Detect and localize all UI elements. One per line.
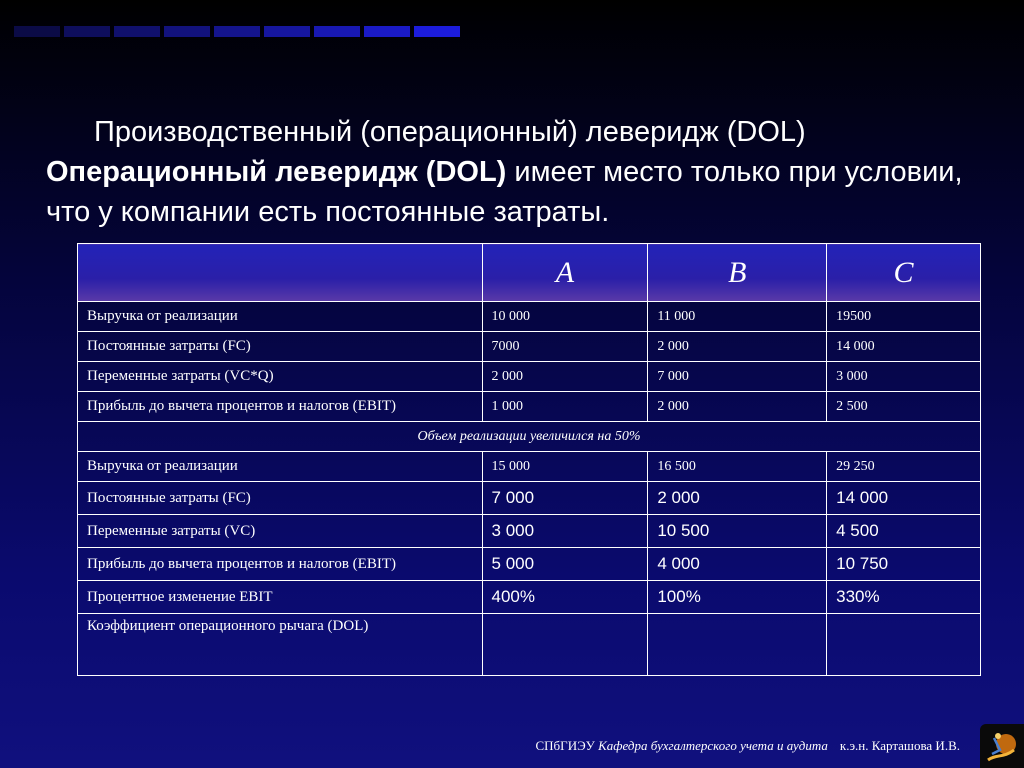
row-label: Коэффициент операционного рычага (DOL): [78, 614, 483, 676]
table-row: [78, 452, 981, 482]
cell-b: 7 000: [648, 362, 827, 392]
slide-title: Производственный (операционный) леверидж (DOL): [94, 116, 806, 148]
cell-c: 4 500: [827, 515, 981, 548]
row-label: Прибыль до вычета процентов и налогов (EBIT): [78, 392, 483, 422]
leverage-table: [77, 243, 981, 676]
cell-a: 7 000: [482, 482, 648, 515]
row-label: Выручка от реализации: [78, 302, 483, 332]
cell-a: 7000: [482, 332, 648, 362]
cell-b: 2 000: [648, 332, 827, 362]
table-row: [78, 362, 981, 392]
row-label: Постоянные затраты (FC): [78, 482, 483, 515]
cell-a: 1 000: [482, 392, 648, 422]
separator-text: Объем реализации увеличился на 50%: [78, 422, 981, 452]
cell-c: 14 000: [827, 482, 981, 515]
cell-a: 10 000: [482, 302, 648, 332]
cell-a: 2 000: [482, 362, 648, 392]
table-row: [78, 515, 981, 548]
cell-a: [482, 614, 648, 676]
footer-author: к.э.н. Карташова И.В.: [839, 738, 960, 753]
cell-a: 15 000: [482, 452, 648, 482]
separator-row: [78, 422, 981, 452]
cell-b: 4 000: [648, 548, 827, 581]
logo-icon: [980, 724, 1024, 768]
cell-b: [648, 614, 827, 676]
footer-dept: Кафедра бухгалтерского учета и аудита: [598, 738, 828, 753]
header-col-c: C: [827, 244, 981, 302]
table-row: [78, 302, 981, 332]
cell-b: 2 000: [648, 482, 827, 515]
header-col-b: B: [648, 244, 827, 302]
top-bar-3: [114, 26, 160, 37]
row-label: Прибыль до вычета процентов и налогов (EBIT): [78, 548, 483, 581]
intro-text: [46, 152, 986, 232]
table-header-row: [78, 244, 981, 302]
cell-a: 400%: [482, 581, 648, 614]
intro-rest: имеет место только при условии, что у компании есть постоянные затраты.: [46, 156, 963, 228]
cell-c: 19500: [827, 302, 981, 332]
decorative-top-bars: [14, 26, 460, 37]
row-label: Переменные затраты (VC*Q): [78, 362, 483, 392]
top-bar-8: [364, 26, 410, 37]
footer-org: СПбГИЭУ: [535, 738, 595, 753]
row-label: Переменные затраты (VC): [78, 515, 483, 548]
cell-b: 100%: [648, 581, 827, 614]
top-bar-2: [64, 26, 110, 37]
header-col-a: A: [482, 244, 648, 302]
cell-c: 2 500: [827, 392, 981, 422]
cell-c: 29 250: [827, 452, 981, 482]
cell-c: 10 750: [827, 548, 981, 581]
top-bar-4: [164, 26, 210, 37]
cell-c: 14 000: [827, 332, 981, 362]
top-bar-1: [14, 26, 60, 37]
cell-c: 3 000: [827, 362, 981, 392]
row-label: Выручка от реализации: [78, 452, 483, 482]
cell-a: 3 000: [482, 515, 648, 548]
cell-b: 16 500: [648, 452, 827, 482]
table-row: [78, 614, 981, 676]
table-row: [78, 581, 981, 614]
top-bar-5: [214, 26, 260, 37]
cell-a: 5 000: [482, 548, 648, 581]
row-label: Постоянные затраты (FC): [78, 332, 483, 362]
table-row: [78, 482, 981, 515]
cell-c: [827, 614, 981, 676]
table-row: [78, 548, 981, 581]
top-bar-7: [314, 26, 360, 37]
top-bar-9: [414, 26, 460, 37]
table-row: [78, 392, 981, 422]
cell-c: 330%: [827, 581, 981, 614]
intro-bold-term: Операционный левeридж (DOL): [46, 156, 507, 188]
cell-b: 2 000: [648, 392, 827, 422]
cell-b: 10 500: [648, 515, 827, 548]
row-label: Процентное изменение EBIT: [78, 581, 483, 614]
table-row: [78, 332, 981, 362]
top-bar-6: [264, 26, 310, 37]
header-empty: [78, 244, 483, 302]
cell-b: 11 000: [648, 302, 827, 332]
slide-footer: [536, 738, 961, 754]
